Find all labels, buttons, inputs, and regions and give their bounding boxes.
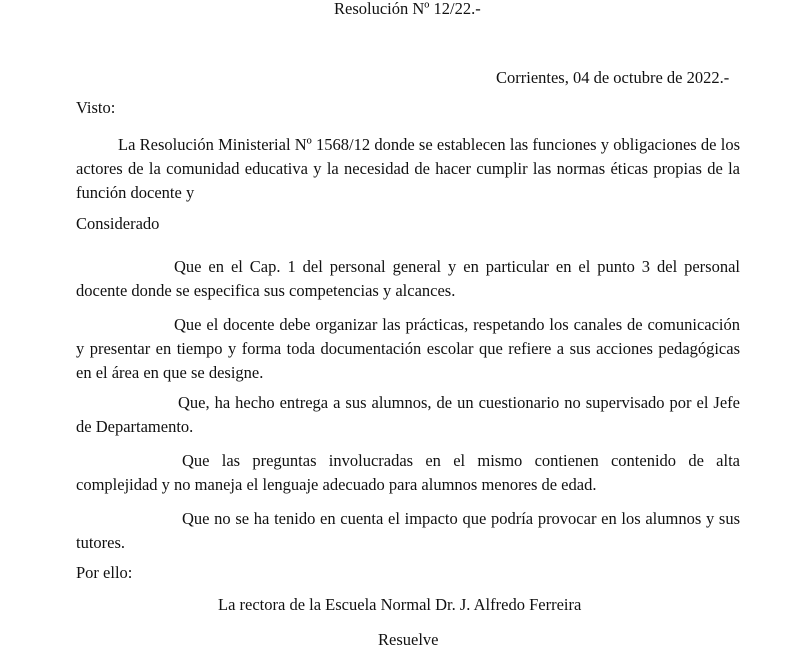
considerando-paragraph: Que en el Cap. 1 del personal general y en particular en el punto 3 del personal docente donde se especifica sus competencias y alcances. <box>76 257 740 300</box>
resolution-title: Resolución Nº 12/22.- <box>334 0 481 18</box>
considerando-paragraph: Que no se ha tenido en cuenta el impacto que podría provocar en los alumnos y sus tutores. <box>76 509 740 552</box>
place-date: Corrientes, 04 de octubre de 2022.- <box>496 68 730 87</box>
considerado-heading: Considerado <box>76 214 160 233</box>
issuer-line: La rectora de la Escuela Normal Dr. J. Alfredo Ferreira <box>218 595 582 614</box>
considerando-paragraph: Que las preguntas involucradas en el mismo contienen contenido de alta complejidad y no maneja el lenguaje adecuado para alumnos menores de edad. <box>76 451 740 494</box>
visto-paragraph: La Resolución Ministerial Nº 1568/12 donde se establecen las funciones y obligaciones de los actores de la comunidad educativa y la necesidad de hacer cumplir las normas éticas propias de la función docente y <box>76 135 740 202</box>
considerando-paragraph: Que, ha hecho entrega a sus alumnos, de un cuestionario no supervisado por el Jefe de Departamento. <box>76 393 740 436</box>
resuelve-heading: Resuelve <box>378 630 439 649</box>
por-ello-label: Por ello: <box>76 563 133 582</box>
considerando-paragraph: Que el docente debe organizar las prácticas, respetando los canales de comunicación y presentar en tiempo y forma toda documentación escolar que refiere a sus acciones pedagógicas en el área en que se designe. <box>76 315 740 382</box>
visto-heading: Visto: <box>76 98 116 117</box>
